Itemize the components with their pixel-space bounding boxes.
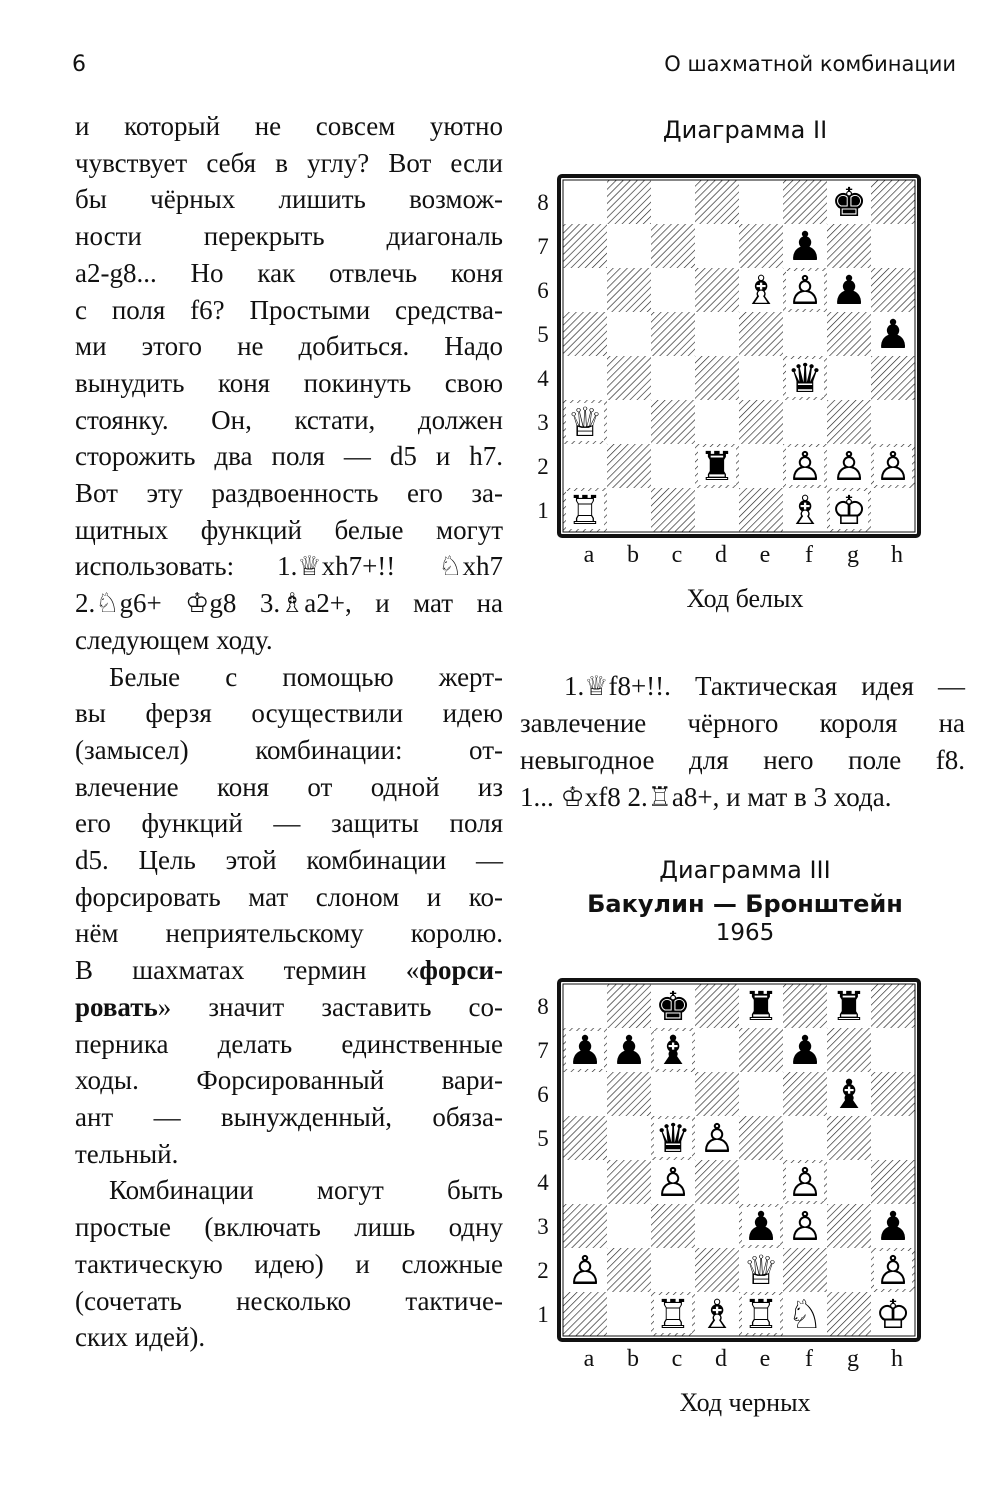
rank-label: 8: [537, 190, 549, 215]
chess-piece-a1: ♖: [567, 488, 603, 534]
dark-square: [827, 400, 871, 444]
chess-board-diagram-3: [525, 976, 935, 1348]
diagram-3-caption: Ход черных: [679, 1388, 811, 1417]
dark-square: [607, 180, 651, 224]
dark-square: [827, 312, 871, 356]
text-line: Белые с помощью жерт-: [109, 661, 503, 692]
term-forsirovat: форси-: [419, 955, 503, 986]
text-line: a2-g8... Но как отвлечь коня: [75, 257, 503, 288]
text-line: простые (включать лишь одну: [75, 1212, 503, 1243]
text-line: влечение коня от одной из: [75, 771, 503, 802]
text-line: тактическую идею) и сложные: [75, 1248, 503, 1279]
diagram-3-title: Диаграмма III: [659, 856, 831, 884]
chess-piece-f7: ♟: [787, 224, 823, 270]
file-label: c: [671, 542, 683, 568]
chess-piece-c8: ♚: [655, 984, 691, 1030]
text-span: В шахматах термин «: [75, 955, 420, 986]
text-line: ант — вынужденный, обяза-: [75, 1101, 503, 1132]
rank-label: 2: [537, 1258, 549, 1283]
file-label: f: [805, 1346, 813, 1372]
text-line: вы ферзя осуществили идею: [75, 698, 503, 729]
dark-square: [695, 356, 739, 400]
dark-square: [827, 1116, 871, 1160]
text-line: с поля f6? Простыми средства-: [75, 294, 503, 325]
diagram-3-year: 1965: [715, 920, 775, 946]
text-line: щитных функций белые могут: [75, 514, 503, 545]
text-line: [75, 989, 503, 1026]
dark-square: [783, 1248, 827, 1292]
dark-square: [695, 1248, 739, 1292]
file-label: e: [759, 542, 771, 568]
chess-piece-f7: ♟: [787, 1028, 823, 1074]
chess-piece-f1: ♘: [787, 1292, 823, 1338]
rank-label: 5: [537, 322, 549, 347]
chess-piece-d1: ♗: [699, 1292, 735, 1338]
rank-label: 8: [537, 994, 549, 1019]
file-label: d: [715, 542, 727, 568]
chess-piece-g8: ♜: [831, 984, 867, 1030]
dark-square: [871, 984, 915, 1028]
file-labels-diagram-3: [567, 1346, 919, 1373]
chess-piece-e3: ♟: [743, 1204, 779, 1250]
chess-piece-f4: ♛: [787, 356, 823, 402]
text-line: (замысел) комбинации: от-: [75, 734, 503, 765]
text-line: и который не совсем уютно: [75, 111, 503, 141]
chess-piece-g8: ♚: [831, 180, 867, 226]
text-line: нём неприятельскому королю.: [75, 918, 503, 949]
chess-piece-h2: ♙: [875, 444, 911, 490]
chess-piece-h3: ♟: [875, 1204, 911, 1250]
chess-piece-a2: ♙: [567, 1248, 603, 1294]
chess-piece-f4: ♙: [787, 1160, 823, 1206]
dark-square: [783, 1072, 827, 1116]
dark-square: [871, 1160, 915, 1204]
dark-square: [739, 224, 783, 268]
chess-piece-a3: ♕: [567, 400, 603, 446]
dark-square: [871, 356, 915, 400]
rank-label: 2: [537, 454, 549, 479]
dark-square: [651, 224, 695, 268]
text-line: использовать: 1.♕xh7+!! ♘xh7: [75, 551, 503, 582]
paragraph-2: [75, 659, 503, 1173]
dark-square: [783, 180, 827, 224]
file-labels-diagram-2: [567, 542, 919, 569]
dark-square: [827, 224, 871, 268]
rank-label: 7: [537, 1038, 549, 1063]
file-label: h: [891, 1346, 903, 1372]
dark-square: [607, 268, 651, 312]
dark-square: [783, 984, 827, 1028]
paragraph-3: [75, 1172, 503, 1356]
chess-piece-a7: ♟: [567, 1028, 603, 1074]
dark-square: [827, 1028, 871, 1072]
dark-square: [563, 1292, 607, 1336]
rank-label: 3: [537, 1214, 549, 1239]
left-column: [75, 108, 503, 1356]
chess-piece-f2: ♙: [787, 444, 823, 490]
rank-label: 4: [537, 1170, 549, 1195]
text-line: [75, 952, 503, 989]
chess-piece-d5: ♙: [699, 1116, 735, 1162]
dark-square: [563, 312, 607, 356]
text-line: следующем ходу.: [75, 624, 273, 655]
rank-label: 1: [537, 498, 549, 523]
text-line: стоянку. Он, кстати, должен: [75, 404, 503, 435]
rank-label: 6: [537, 278, 549, 303]
text-line: ности перекрыть диагональ: [75, 221, 503, 252]
text-line: 1.♕f8+!!. Тактическая идея —: [564, 671, 965, 701]
dark-square: [827, 1292, 871, 1336]
text-line: тельный.: [75, 1138, 179, 1169]
text-line: (сочетать несколько тактиче-: [75, 1285, 503, 1316]
text-span: » значит заставить со-: [157, 991, 503, 1022]
text-line: бы чёрных лишить возмож-: [75, 184, 503, 215]
dark-square: [739, 312, 783, 356]
paragraph-1: [75, 108, 503, 659]
file-label: g: [847, 1346, 859, 1372]
diagram-2-caption: Ход белых: [686, 584, 804, 613]
dark-square: [739, 400, 783, 444]
chess-piece-e1: ♖: [743, 1292, 779, 1338]
chess-piece-e6: ♗: [743, 268, 779, 314]
dark-square: [651, 400, 695, 444]
dark-square: [695, 984, 739, 1028]
dark-square: [739, 488, 783, 532]
dark-square: [651, 1204, 695, 1248]
dark-square: [695, 1160, 739, 1204]
dark-square: [695, 180, 739, 224]
running-title: О шахматной комбинации: [664, 52, 956, 76]
file-label: g: [847, 542, 859, 568]
file-label: b: [627, 542, 639, 568]
chess-piece-h2: ♙: [875, 1248, 911, 1294]
dark-square: [739, 1116, 783, 1160]
text-line: чувствует себя в углу? Вот если: [75, 147, 503, 178]
chess-piece-h5: ♟: [875, 312, 911, 358]
chess-board-diagram-2: [525, 172, 935, 544]
file-label: h: [891, 542, 903, 568]
rank-label: 7: [537, 234, 549, 259]
chess-piece-g2: ♙: [831, 444, 867, 490]
chess-piece-f6: ♙: [787, 268, 823, 314]
rank-label: 4: [537, 366, 549, 391]
text-line: ских идей).: [75, 1322, 206, 1353]
chess-piece-g6: ♟: [831, 268, 867, 314]
solution-text: [520, 668, 965, 816]
chess-piece-c7: ♝: [655, 1028, 691, 1074]
diagram-3-players: Бакулин — Бронштейн: [587, 890, 903, 918]
chess-piece-h1: ♔: [875, 1292, 911, 1338]
chess-piece-e8: ♜: [743, 984, 779, 1030]
file-label: d: [715, 1346, 727, 1372]
dark-square: [607, 1160, 651, 1204]
chess-piece-e2: ♕: [743, 1248, 779, 1294]
text-line: 2.♘g6+ ♔g8 3.♗a2+, и мат на: [75, 588, 503, 619]
dark-square: [871, 1072, 915, 1116]
dark-square: [871, 268, 915, 312]
dark-square: [607, 1072, 651, 1116]
text-line: ми этого не добиться. Надо: [75, 331, 503, 362]
chess-piece-d2: ♜: [699, 444, 735, 490]
dark-square: [651, 488, 695, 532]
text-line: невыгодное для него поле f8.: [520, 745, 965, 775]
file-label: c: [671, 1346, 683, 1372]
dark-square: [607, 984, 651, 1028]
chess-piece-c5: ♛: [655, 1116, 691, 1162]
dark-square: [739, 1028, 783, 1072]
rank-label: 6: [537, 1082, 549, 1107]
term-forsirovat-end: ровать: [75, 991, 158, 1022]
dark-square: [827, 1204, 871, 1248]
chess-piece-b7: ♟: [611, 1028, 647, 1074]
dark-square: [695, 268, 739, 312]
text-line: его функций — защиты поля: [75, 808, 503, 839]
chess-piece-g1: ♔: [831, 488, 867, 534]
text-line: вынудить коня покинуть свою: [75, 367, 503, 398]
text-line: ходы. Форсированный вари-: [75, 1065, 503, 1096]
text-line: завлечение чёрного короля на: [520, 708, 965, 738]
dark-square: [695, 1072, 739, 1116]
diagram-2-title: Диаграмма II: [662, 116, 828, 144]
dark-square: [871, 180, 915, 224]
chess-piece-f3: ♙: [787, 1204, 823, 1250]
file-label: f: [805, 542, 813, 568]
text-line: d5. Цель этой комбинации —: [75, 845, 503, 876]
dark-square: [607, 356, 651, 400]
dark-square: [607, 1248, 651, 1292]
dark-square: [651, 312, 695, 356]
text-line: перника делать единственные: [75, 1028, 503, 1059]
chess-piece-c1: ♖: [655, 1292, 691, 1338]
chess-piece-g6: ♝: [831, 1072, 867, 1118]
file-label: a: [583, 542, 595, 568]
rank-label: 3: [537, 410, 549, 435]
page-number: 6: [72, 52, 86, 77]
dark-square: [563, 224, 607, 268]
file-label: e: [759, 1346, 771, 1372]
dark-square: [563, 1116, 607, 1160]
file-label: b: [627, 1346, 639, 1372]
chess-piece-f1: ♗: [787, 488, 823, 534]
text-line: Комбинации могут быть: [109, 1175, 503, 1206]
file-label: a: [583, 1346, 595, 1372]
chess-piece-c4: ♙: [655, 1160, 691, 1206]
dark-square: [563, 1204, 607, 1248]
text-line: 1... ♔xf8 2.♖a8+, и мат в 3 хода.: [520, 782, 892, 812]
text-line: Вот эту раздвоенность его за-: [75, 478, 503, 509]
rank-label: 1: [537, 1302, 549, 1327]
dark-square: [607, 444, 651, 488]
text-line: сторожить два поля — d5 и h7.: [75, 441, 503, 472]
rank-label: 5: [537, 1126, 549, 1151]
text-line: форсировать мат слоном и ко-: [75, 881, 503, 912]
